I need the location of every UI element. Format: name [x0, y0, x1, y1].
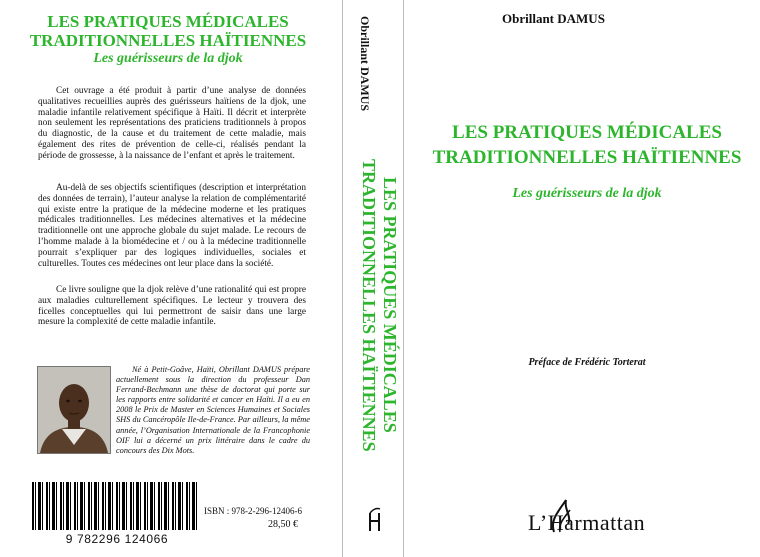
back-subtitle: Les guérisseurs de la djok	[93, 51, 243, 66]
spine-title	[356, 150, 400, 460]
back-cover	[0, 0, 342, 557]
barcode	[32, 482, 198, 530]
spine	[342, 0, 404, 557]
spine-author: Obrillant DAMUS	[358, 16, 372, 112]
author-photo	[37, 366, 111, 454]
barcode-number: 9 782296 124066	[65, 532, 169, 546]
front-title-line1: LES PRATIQUES MÉDICALES	[452, 122, 722, 143]
front-author: Obrillant DAMUS	[502, 11, 605, 26]
isbn: ISBN : 978-2-296-12406-6	[204, 506, 302, 516]
back-paragraph-3: Ce livre souligne que la djok relève d’une rationalité qui est propre aux maladies culturellement spécifiques. Le lecteur y trouvera des ficelles conceptuelles qui lui permettront de saisir dans une large mesure la complexité de cette maladie infantile.	[38, 285, 306, 328]
back-title-line2: TRADITIONNELLES HAÏTIENNES	[29, 31, 307, 50]
front-subtitle: Les guérisseurs de la djok	[512, 186, 662, 201]
back-paragraph-1: Cet ouvrage a été produit à partir d’une analyse de données qualitatives recueillies auprès des guérisseurs haïtiens de la djok, une maladie infantile relativement spécifique à Haïti. Il décrit et interprète non seulement les représentations des praticiens traditionnels à propos du diagnostic, de la cause et du traitement de cette maladie, mais également des rites de prévention de celle-ci, réalisés pendant la période de grossesse, à la naissance de l’enfant et après le traitement.	[38, 86, 306, 161]
front-title-line2: TRADITIONNELLES HAÏTIENNES	[432, 147, 742, 168]
front-cover	[402, 0, 760, 557]
price: 28,50 €	[268, 519, 298, 530]
back-title	[18, 12, 318, 50]
publisher-name: L’Harmattan	[528, 510, 646, 535]
spine-title-line1: LES PRATIQUES MÉDICALES	[380, 177, 400, 433]
preface: Préface de Frédéric Torterat	[528, 357, 646, 368]
back-paragraph-2: Au-delà de ses objectifs scientifiques (description et interprétation des données de terrain), l’auteur analyse la relation de complémentarité qui existe entre la pratique de la médecine moderne et les pratiques médicales traditionnelles. Les médecines alternatives et la médecine traditionnelle ont une approche globale du sujet malade. Le recours de l’homme malade à la biomédecine et / ou à la médecine traditionnelle pourrait s’expliquer par des logiques individuelles, sociales et culturelles. Toutes ces médecines ont leur place dans la société.	[38, 183, 306, 269]
spine-title-line2: TRADITIONNELLES HAÏTIENNES	[359, 158, 379, 452]
back-title-line1: LES PRATIQUES MÉDICALES	[47, 12, 289, 31]
author-portrait-icon	[38, 367, 110, 453]
front-title	[422, 120, 752, 170]
harmattan-logo-icon	[367, 507, 383, 533]
author-bio: Né à Petit-Goâve, Haïti, Obrillant DAMUS prépare actuellement sous la direction du professeur Dan Ferrand-Bechmann une thèse de doctorat qui porte sur les rapports entre solidarité et cancer en Haïti. Il a eu en 2008 le Prix de Master en Sciences Humaines et Sociales SHS du Cancéropôle Ile-de-France. Par ailleurs, la même année, l’Organisation Internationale de la Francophonie OIF lui a décerné un prix littéraire dans le cadre du concours des Dix Mots.	[116, 365, 310, 455]
